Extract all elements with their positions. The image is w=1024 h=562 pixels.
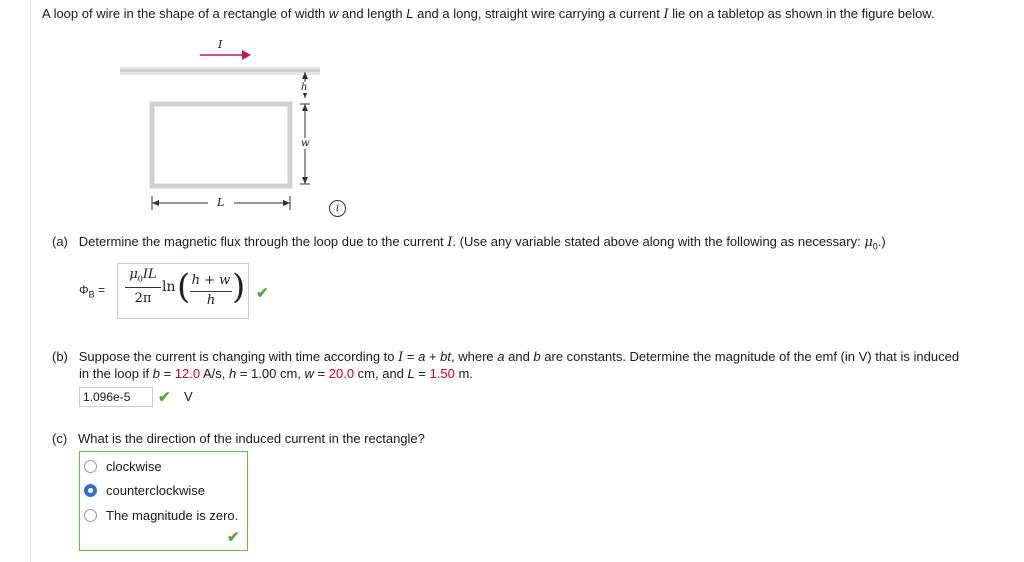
emf-answer-input[interactable] <box>79 387 153 407</box>
part-b-text: m. <box>454 366 473 381</box>
var-a: a <box>497 349 505 364</box>
var-I: I <box>663 7 669 22</box>
equals-sign: = <box>97 283 105 297</box>
w-arrow-up-icon <box>302 104 308 111</box>
part-b-text: + <box>425 349 441 364</box>
mu-subscript: 0 <box>137 274 143 284</box>
value-h: = 1.00 cm, <box>236 366 305 381</box>
var-b: b <box>533 349 541 364</box>
part-b-correct-check-icon: ✔ <box>158 389 171 406</box>
option-label: clockwise <box>106 459 162 474</box>
inner-numerator: h + w <box>191 273 231 288</box>
figure-label-h: h <box>301 82 308 93</box>
mu-symbol: μ <box>129 267 138 282</box>
option-label: counterclockwise <box>106 483 205 498</box>
fraction-numerator <box>123 267 163 284</box>
radio-zero[interactable] <box>84 509 97 522</box>
flux-answer-box[interactable] <box>117 263 249 319</box>
part-b-text: cm, and <box>354 366 408 381</box>
figure-wire-loop <box>110 38 350 228</box>
var-I: I <box>447 235 453 250</box>
rectangular-loop <box>152 104 290 186</box>
paren-left: ( <box>177 267 191 307</box>
straight-wire-core <box>120 69 320 72</box>
option-label: The magnitude is zero. <box>106 508 239 523</box>
part-b-text: Suppose the current is changing with time according to <box>78 349 399 364</box>
numerator-IL: IL <box>142 267 157 282</box>
info-icon[interactable] <box>329 200 346 217</box>
fraction-bar <box>125 287 161 288</box>
part-c-prompt <box>52 431 425 446</box>
inner-fraction-bar <box>190 291 232 292</box>
part-b-text: = <box>414 366 430 381</box>
var-a: a <box>418 349 426 364</box>
emf-answer-value: 1.096e-5 <box>83 390 131 404</box>
flux-lhs <box>79 283 105 299</box>
paren-right: ) <box>232 267 246 307</box>
inner-denominator: h <box>206 293 216 308</box>
part-b-text: in the loop if <box>79 366 153 381</box>
emf-unit: V <box>184 389 193 404</box>
value-b: 12.0 <box>174 366 201 381</box>
option-counterclockwise[interactable] <box>84 482 244 498</box>
intro-text: and a long, straight wire carrying a current <box>413 6 664 21</box>
part-b-text: are constants. Determine the magnitude of the emf (in V) that is induced <box>540 349 960 364</box>
intro-text: A loop of wire in the shape of a rectangle of width <box>42 6 329 21</box>
value-L: 1.50 <box>429 366 455 381</box>
current-arrowhead-icon <box>242 50 251 60</box>
option-zero[interactable] <box>84 507 244 523</box>
part-b-text: and <box>504 349 534 364</box>
part-c-correct-check-icon: ✔ <box>227 529 240 546</box>
value-w: 20.0 <box>328 366 355 381</box>
direction-options-box <box>79 451 248 551</box>
part-c-label: (c) <box>52 431 68 446</box>
part-b-text: = <box>159 366 175 381</box>
part-a-text: Determine the magnetic flux through the loop due to the current <box>78 234 448 249</box>
phi-subscript: B <box>88 289 95 300</box>
part-b-label: (b) <box>52 349 68 364</box>
part-a-label: (a) <box>52 234 68 249</box>
var-mu-sub: 0 <box>872 241 878 252</box>
w-arrow-down-icon <box>302 177 308 184</box>
ln-function: ln <box>162 279 176 295</box>
var-w: w <box>328 6 339 21</box>
part-a-text: . (Use any variable stated above along with the following as necessary: <box>452 234 865 249</box>
part-c-text: What is the direction of the induced current in the rectangle? <box>78 431 425 446</box>
var-L: L <box>407 366 415 381</box>
fraction-denominator: 2π <box>134 291 152 306</box>
part-b-text: , where <box>451 349 498 364</box>
var-h: h <box>229 366 237 381</box>
phi-symbol: Φ <box>79 283 89 297</box>
var-I: I <box>398 350 404 365</box>
intro-text: and length <box>338 6 407 21</box>
var-L: L <box>406 6 414 21</box>
part-b-text: A/s, <box>200 366 229 381</box>
var-bt: bt <box>440 349 452 364</box>
figure-drawing <box>110 38 350 228</box>
problem-statement <box>42 6 935 22</box>
part-b-prompt-line2 <box>79 366 473 381</box>
var-b: b <box>152 366 160 381</box>
radio-clockwise[interactable] <box>84 460 97 473</box>
part-b-text: = <box>313 366 329 381</box>
part-a-text: .) <box>877 234 886 249</box>
info-glyph: i <box>335 203 340 214</box>
part-b-text: = <box>403 349 419 364</box>
var-mu: μ <box>864 235 873 250</box>
radio-counterclockwise-selected[interactable] <box>84 484 97 497</box>
L-arrow-right-icon <box>283 200 290 206</box>
part-a-prompt <box>52 234 886 252</box>
figure-label-I: I <box>218 38 223 51</box>
part-b-prompt-line1 <box>52 349 959 365</box>
L-arrow-left-icon <box>152 200 159 206</box>
figure-label-w: w <box>301 138 310 149</box>
intro-text: lie on a tabletop as shown in the figure below. <box>668 6 935 21</box>
figure-label-L: L <box>217 196 225 209</box>
var-w: w <box>304 366 314 381</box>
option-clockwise[interactable] <box>84 458 244 474</box>
part-a-correct-check-icon: ✔ <box>256 285 269 302</box>
